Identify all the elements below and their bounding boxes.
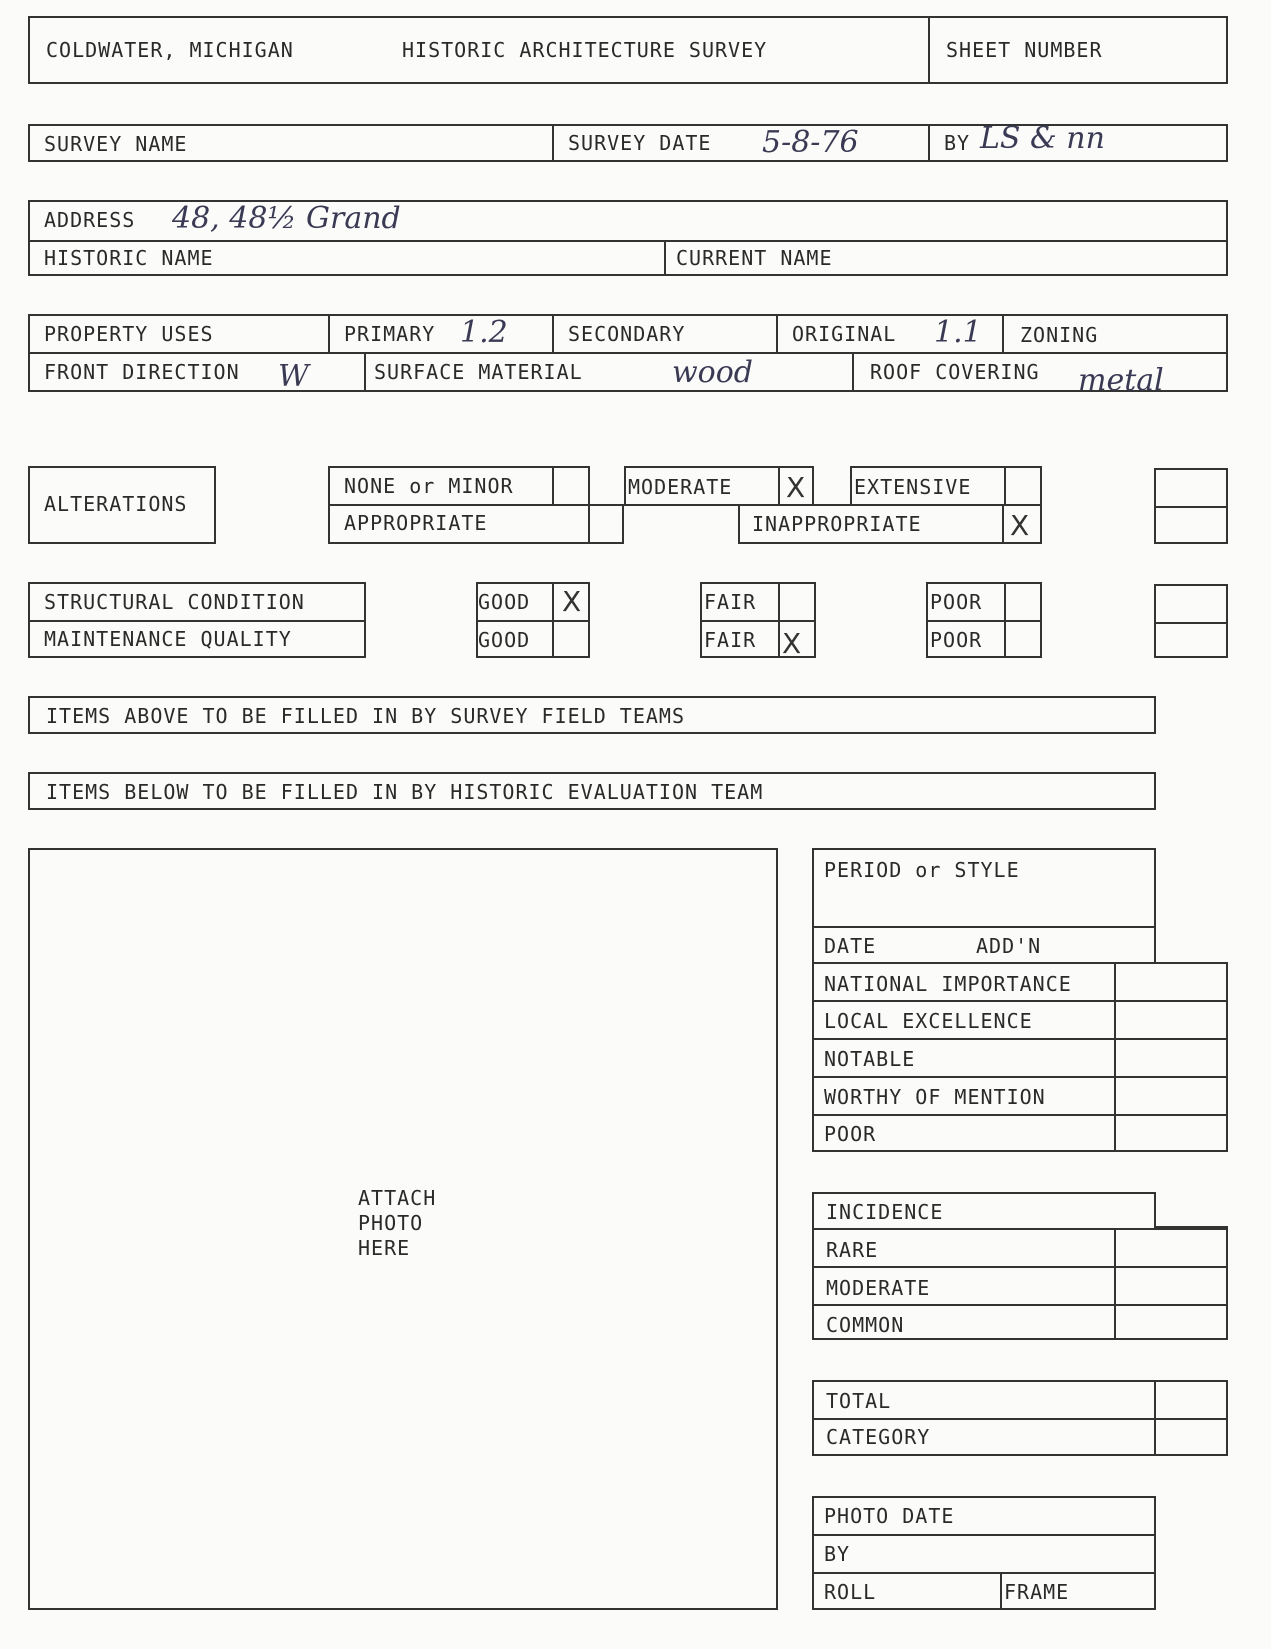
roof-covering-value[interactable]: metal bbox=[1078, 363, 1164, 398]
surface-material-label: SURFACE MATERIAL bbox=[374, 360, 583, 384]
incidence-moderate-label: MODERATE bbox=[826, 1276, 931, 1300]
condition-score-box[interactable] bbox=[1154, 584, 1228, 658]
period-style-label: PERIOD or STYLE bbox=[824, 858, 1020, 882]
alterations-label: ALTERATIONS bbox=[44, 492, 188, 516]
addn-label: ADD'N bbox=[976, 934, 1042, 958]
rare-checkbox[interactable] bbox=[1116, 1230, 1226, 1264]
national-importance-checkbox[interactable] bbox=[1116, 964, 1226, 998]
evaluation-poor-label: POOR bbox=[824, 1122, 877, 1146]
national-importance-label: NATIONAL IMPORTANCE bbox=[824, 972, 1072, 996]
rare-label: RARE bbox=[826, 1238, 879, 1262]
property-uses-label: PROPERTY USES bbox=[44, 322, 214, 346]
address-value[interactable]: 48, 48½ Grand bbox=[172, 201, 401, 236]
notable-label: NOTABLE bbox=[824, 1047, 916, 1071]
extensive-checkbox[interactable] bbox=[1006, 468, 1040, 504]
incidence-moderate-checkbox[interactable] bbox=[1116, 1268, 1226, 1302]
local-excellence-label: LOCAL EXCELLENCE bbox=[824, 1009, 1033, 1033]
roof-covering-label: ROOF COVERING bbox=[870, 360, 1040, 384]
front-direction-label: FRONT DIRECTION bbox=[44, 360, 240, 384]
attach-photo-line1: ATTACH bbox=[358, 1186, 437, 1210]
structural-fair-label: FAIR bbox=[704, 590, 757, 614]
maintenance-good-checkbox[interactable] bbox=[554, 622, 588, 656]
category-label: CATEGORY bbox=[826, 1425, 931, 1449]
field-teams-note: ITEMS ABOVE TO BE FILLED IN BY SURVEY FIELD TEAMS bbox=[46, 704, 686, 728]
evaluation-poor-checkbox[interactable] bbox=[1116, 1116, 1226, 1150]
structural-good-label: GOOD bbox=[478, 590, 531, 614]
common-label: COMMON bbox=[826, 1313, 905, 1337]
maintenance-poor-checkbox[interactable] bbox=[1006, 622, 1040, 656]
photo-date-label[interactable]: PHOTO DATE bbox=[824, 1504, 955, 1528]
maintenance-fair-mark[interactable]: X bbox=[782, 627, 802, 660]
address-label: ADDRESS bbox=[44, 208, 136, 232]
frame-label[interactable]: FRAME bbox=[1004, 1580, 1070, 1604]
maintenance-fair-label: FAIR bbox=[704, 628, 757, 652]
structural-poor-label: POOR bbox=[930, 590, 983, 614]
total-label: TOTAL bbox=[826, 1389, 892, 1413]
primary-value[interactable]: 1.2 bbox=[460, 315, 508, 350]
form-title: HISTORIC ARCHITECTURE SURVEY bbox=[402, 38, 768, 62]
sheet-number-label[interactable]: SHEET NUMBER bbox=[946, 38, 1103, 62]
local-excellence-checkbox[interactable] bbox=[1116, 1002, 1226, 1036]
current-name-label[interactable]: CURRENT NAME bbox=[676, 246, 833, 270]
attach-photo-line3: HERE bbox=[358, 1236, 411, 1260]
worthy-of-mention-label: WORTHY OF MENTION bbox=[824, 1085, 1046, 1109]
historic-name-label[interactable]: HISTORIC NAME bbox=[44, 246, 214, 270]
header-divider bbox=[928, 16, 930, 84]
structural-poor-checkbox[interactable] bbox=[1006, 584, 1040, 618]
by-label: BY bbox=[944, 131, 971, 155]
original-value[interactable]: 1.1 bbox=[934, 315, 982, 350]
zoning-label[interactable]: ZONING bbox=[1020, 323, 1099, 347]
inappropriate-mark[interactable]: X bbox=[1010, 509, 1030, 542]
city-label: COLDWATER, MICHIGAN bbox=[46, 38, 294, 62]
date-label: DATE bbox=[824, 934, 877, 958]
roll-label[interactable]: ROLL bbox=[824, 1580, 877, 1604]
maintenance-poor-label: POOR bbox=[930, 628, 983, 652]
notable-checkbox[interactable] bbox=[1116, 1040, 1226, 1074]
structural-fair-checkbox[interactable] bbox=[780, 584, 814, 618]
secondary-label[interactable]: SECONDARY bbox=[568, 322, 686, 346]
none-minor-checkbox[interactable] bbox=[554, 468, 588, 502]
incidence-label: INCIDENCE bbox=[826, 1200, 944, 1224]
surface-material-value[interactable]: wood bbox=[672, 355, 754, 390]
survey-date-value[interactable]: 5-8-76 bbox=[762, 125, 859, 160]
by-value[interactable]: LS & nn bbox=[980, 121, 1105, 156]
inappropriate-label: INAPPROPRIATE bbox=[752, 512, 922, 536]
appropriate-label: APPROPRIATE bbox=[344, 511, 488, 535]
survey-name-label[interactable]: SURVEY NAME bbox=[44, 132, 188, 156]
total-field[interactable] bbox=[1156, 1382, 1226, 1416]
moderate-mark[interactable]: X bbox=[786, 471, 806, 504]
photo-by-label[interactable]: BY bbox=[824, 1542, 851, 1566]
survey-date-label: SURVEY DATE bbox=[568, 131, 712, 155]
original-label: ORIGINAL bbox=[792, 322, 897, 346]
appropriate-checkbox[interactable] bbox=[590, 504, 624, 544]
evaluation-team-note: ITEMS BELOW TO BE FILLED IN BY HISTORIC EVALUATION TEAM bbox=[46, 780, 764, 804]
structural-good-mark[interactable]: X bbox=[562, 585, 582, 618]
category-field[interactable] bbox=[1156, 1420, 1226, 1454]
front-direction-value[interactable]: W bbox=[278, 359, 309, 394]
extensive-label: EXTENSIVE bbox=[854, 475, 972, 499]
worthy-of-mention-checkbox[interactable] bbox=[1116, 1078, 1226, 1112]
structural-condition-label: STRUCTURAL CONDITION bbox=[44, 590, 305, 614]
primary-label: PRIMARY bbox=[344, 322, 436, 346]
incidence-label-cover bbox=[1156, 1192, 1228, 1228]
none-minor-label: NONE or MINOR bbox=[344, 474, 514, 498]
maintenance-good-label: GOOD bbox=[478, 628, 531, 652]
moderate-label: MODERATE bbox=[628, 475, 733, 499]
common-checkbox[interactable] bbox=[1116, 1306, 1226, 1340]
attach-photo-line2: PHOTO bbox=[358, 1211, 424, 1235]
maintenance-quality-label: MAINTENANCE QUALITY bbox=[44, 627, 292, 651]
